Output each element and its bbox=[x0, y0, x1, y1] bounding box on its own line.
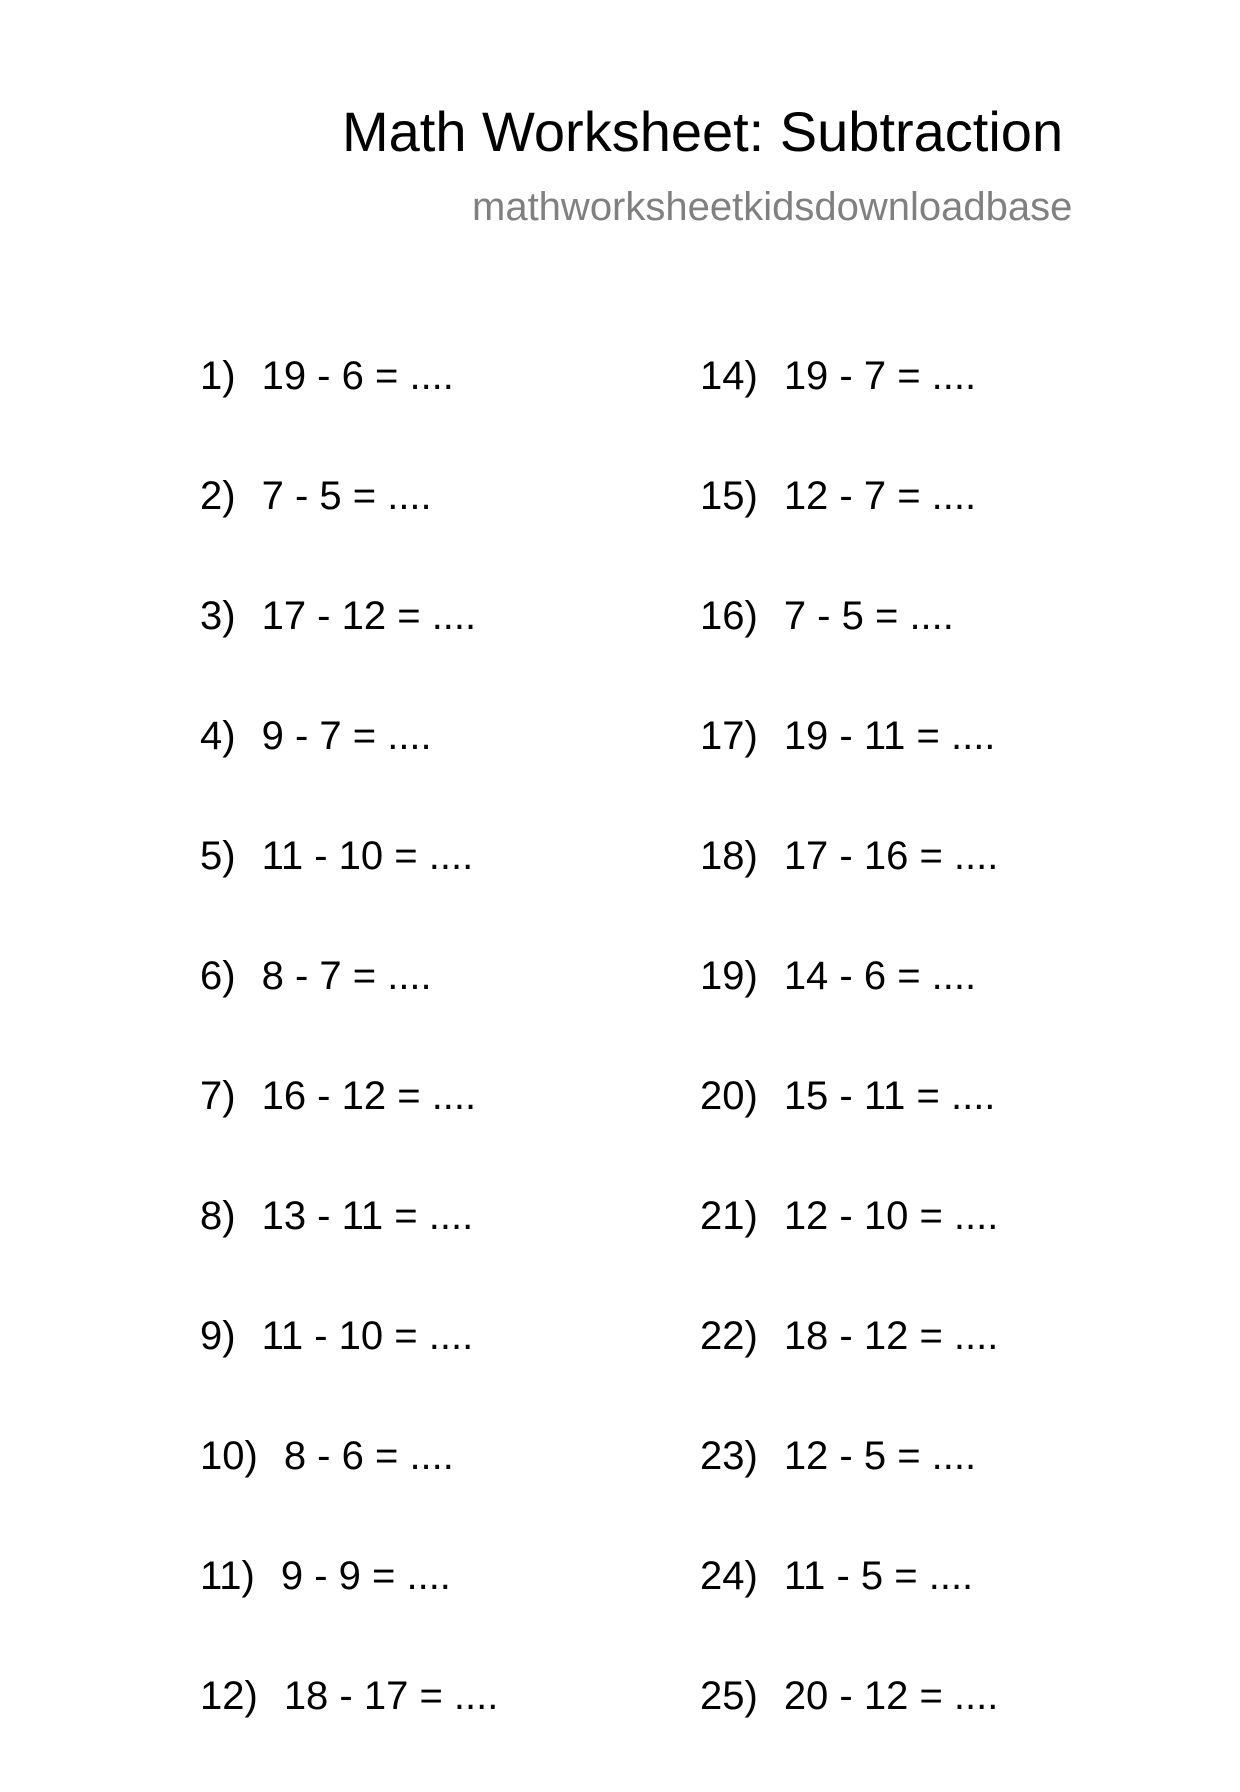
problem-expression: 9 - 9 = .... bbox=[280, 1554, 451, 1598]
problem-item bbox=[700, 832, 998, 952]
problem-item bbox=[200, 1072, 498, 1192]
problem-item bbox=[200, 592, 498, 712]
problem-number: 16) bbox=[700, 594, 758, 638]
problem-item bbox=[200, 352, 498, 472]
problem-number: 9) bbox=[200, 1314, 236, 1358]
problem-item bbox=[700, 472, 998, 592]
problem-expression: 18 - 17 = .... bbox=[283, 1674, 499, 1718]
problem-item bbox=[200, 1312, 498, 1432]
problem-number: 14) bbox=[700, 354, 758, 398]
problem-item bbox=[200, 1432, 498, 1552]
problem-number: 18) bbox=[700, 834, 758, 878]
problem-expression: 20 - 12 = .... bbox=[783, 1674, 999, 1718]
problem-item bbox=[700, 712, 998, 832]
problem-item bbox=[700, 1072, 998, 1192]
problem-number: 10) bbox=[200, 1434, 258, 1478]
problem-item bbox=[200, 952, 498, 1072]
problem-expression: 14 - 6 = .... bbox=[783, 954, 977, 998]
problem-expression: 17 - 16 = .... bbox=[783, 834, 999, 878]
problem-expression: 12 - 5 = .... bbox=[783, 1434, 977, 1478]
problem-number: 11) bbox=[200, 1554, 255, 1598]
problem-expression: 17 - 12 = .... bbox=[261, 594, 477, 638]
problem-expression: 8 - 7 = .... bbox=[261, 954, 432, 998]
problem-expression: 12 - 10 = .... bbox=[783, 1194, 999, 1238]
problem-number: 7) bbox=[200, 1074, 236, 1118]
problem-item bbox=[200, 1672, 498, 1792]
problem-expression: 13 - 11 = .... bbox=[261, 1194, 474, 1238]
problem-item bbox=[700, 1432, 998, 1552]
problem-expression: 15 - 11 = .... bbox=[783, 1074, 996, 1118]
problem-item bbox=[700, 352, 998, 472]
problem-expression: 11 - 5 = .... bbox=[783, 1554, 974, 1598]
problem-number: 23) bbox=[700, 1434, 758, 1478]
problem-number: 24) bbox=[700, 1554, 758, 1598]
problem-expression: 11 - 10 = .... bbox=[261, 1314, 474, 1358]
problem-expression: 18 - 12 = .... bbox=[783, 1314, 999, 1358]
problem-item bbox=[200, 712, 498, 832]
problem-item bbox=[200, 1552, 498, 1672]
problem-column-left bbox=[200, 352, 498, 1792]
problem-expression: 16 - 12 = .... bbox=[261, 1074, 477, 1118]
problem-expression: 19 - 7 = .... bbox=[783, 354, 977, 398]
problem-number: 22) bbox=[700, 1314, 758, 1358]
page-subtitle: mathworksheetkidsdownloadbase bbox=[472, 185, 1073, 229]
problem-number: 19) bbox=[700, 954, 758, 998]
problem-expression: 9 - 7 = .... bbox=[261, 714, 432, 758]
problem-item bbox=[200, 1192, 498, 1312]
problem-item bbox=[700, 592, 998, 712]
problem-number: 21) bbox=[700, 1194, 758, 1238]
problem-expression: 12 - 7 = .... bbox=[783, 474, 977, 518]
problem-number: 12) bbox=[200, 1674, 258, 1718]
problem-item bbox=[700, 1552, 998, 1672]
problem-number: 2) bbox=[200, 474, 236, 518]
problem-number: 4) bbox=[200, 714, 236, 758]
problem-number: 1) bbox=[200, 354, 236, 398]
problem-number: 25) bbox=[700, 1674, 758, 1718]
problem-number: 5) bbox=[200, 834, 236, 878]
problem-item bbox=[700, 952, 998, 1072]
problem-number: 8) bbox=[200, 1194, 236, 1238]
problem-number: 3) bbox=[200, 594, 236, 638]
problem-item bbox=[700, 1192, 998, 1312]
problem-number: 15) bbox=[700, 474, 758, 518]
page-title: Math Worksheet: Subtraction bbox=[342, 100, 1064, 163]
problem-expression: 11 - 10 = .... bbox=[261, 834, 474, 878]
problem-expression: 19 - 6 = .... bbox=[261, 354, 454, 398]
problem-expression: 7 - 5 = .... bbox=[783, 594, 954, 638]
problem-item bbox=[700, 1312, 998, 1432]
problem-expression: 19 - 11 = .... bbox=[783, 714, 996, 758]
problem-item bbox=[200, 472, 498, 592]
problem-column-right bbox=[700, 352, 998, 1792]
problem-item bbox=[200, 832, 498, 952]
problem-expression: 7 - 5 = .... bbox=[261, 474, 432, 518]
problem-item bbox=[700, 1672, 998, 1792]
problem-number: 17) bbox=[700, 714, 758, 758]
problem-expression: 8 - 6 = .... bbox=[283, 1434, 454, 1478]
problem-number: 20) bbox=[700, 1074, 758, 1118]
problem-number: 6) bbox=[200, 954, 236, 998]
